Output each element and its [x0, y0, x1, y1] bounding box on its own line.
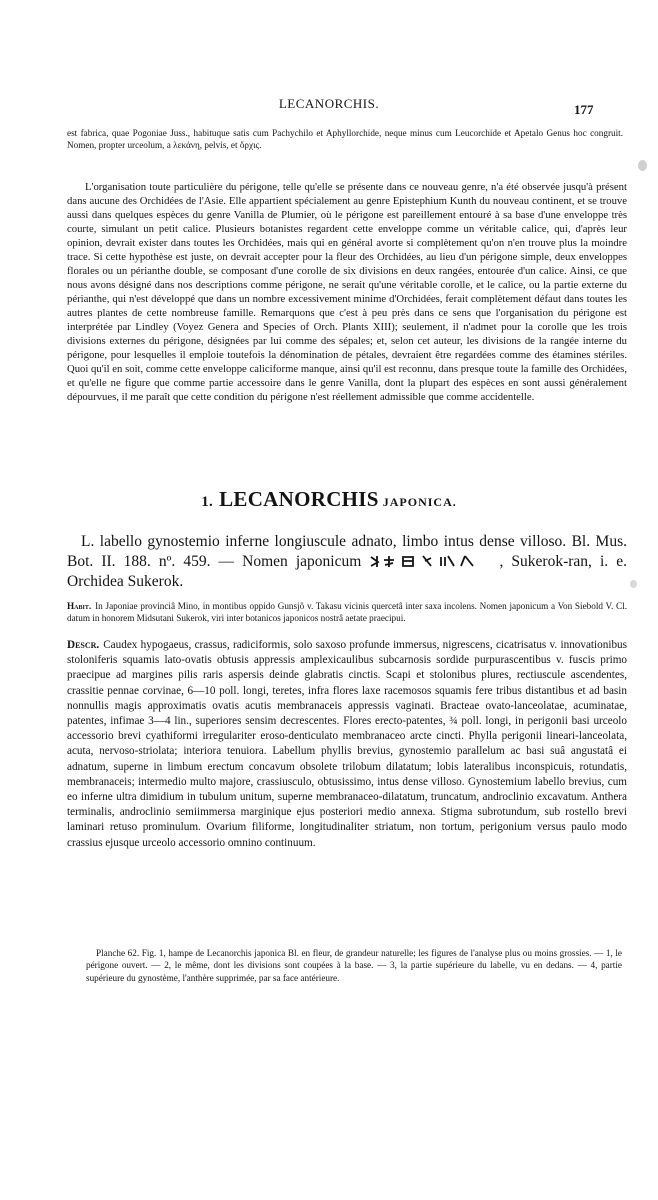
diagnosis-text: L. labello gynostemio inferne longiuscule adnato, limbo intus dense villoso. Bl. Mus. Bot. II. 188. nº. 459. — Nomen japonicum — [67, 533, 627, 570]
habitat-text: In Japoniae provinciâ Mino, in montibus oppido Gunsjô v. Takasu vicinis quercetâ inter saxa incolens. Nomen japonicum a Von Siebold V. Cl. datum in honorem Midsutani Sukerok, viri inter botanicos japonicos nostrâ aetate praecipui. — [67, 601, 627, 623]
species-genus: LECANORCHIS — [219, 487, 379, 511]
description-label: Descr. — [67, 639, 100, 651]
description-paragraph — [67, 638, 627, 851]
page-number: 177 — [574, 102, 594, 117]
species-number: 1. — [201, 494, 214, 510]
perigone-paragraph: L'organisation toute particulière du périgone, telle qu'elle se présente dans ce nouveau genre, n'a été observée jusqu'à présent dans aucune des Orchidées de l'Asie. Elle appartient spécialement au genre Epistephium Kunth du nouveau continent, et se trouve aussi dans quelques espèces du genre Vanilla de Plumier, où le périgone est pareillement entouré à sa base d'une enveloppe très courte, simulant un petit calice. Plusieurs botanistes regardent cette enveloppe comme un véritable calice, qui, d'après leur opinion, devrait exister dans toutes les Orchidées, mais qui en général avorte si complètement qu'on n'en trouve plus la moindre trace. Si cette hypothèse est juste, on devrait accepter pour la fleur des Orchidées, au lieu d'un périgone simple, deux enveloppes florales ou un périanthe double, se composant d'une corolle de six divisions en deux rangées, entourée d'un calice. Ainsi, ce que nous avons désigné dans nos descriptions comme périgone, ne serait qu'une véritable corolle, et le calice, ou la partie externe du périanthe, qui n'est développé que dans un nombre excessivement minime d'Orchidées, ferait complètement défaut dans toutes les autres plantes de cette nombreuse famille. Remarquons que c'est à peu près dans ce sens que l'organisation du périgone est interprétée par Lindley (Voyez Genera and Species of Orch. Plants XIII); seulement, il n'admet pour la corolle que les trois divisions externes du périgone, désignées par lui comme des sépales; et, selon cet auteur, les divisions de la rangée interne du périgone, pour lesquelles il emploie toutefois la dénomination de pétales, devraient être regardées comme des étamines stériles. Quoi qu'il en soit, comme cette enveloppe caliciforme manque, ainsi qu'il est reconnu, dans presque toute la famille des Orchidées, et qu'elle ne figure que comme partie accessoire dans le genre Vanilla, dont la plupart des espèces en sont aussi généralement dépourvues, il me paraît que cette condition du périgone n'est réellement admissible que comme accidentelle. — [67, 181, 627, 403]
running-head: LECANORCHIS. — [278, 96, 380, 111]
species-epithet: JAPONICA. — [382, 495, 457, 509]
scan-speck — [630, 580, 637, 588]
plate-caption: Planche 62. Fig. 1, hampe de Lecanorchis japonica Bl. en fleur, de grandeur naturelle; les figures de l'analyse plus ou moins grossies. — 1, le périgone ouvert. — 2, le même, dont les divisions sont coupées à la base. — 3, la partie supérieure du labelle, vu en dedans. — 4, partie supérieure du gynostème, l'anthère supprimée, par sa face antérieure. — [86, 948, 622, 983]
species-heading — [0, 487, 658, 512]
scan-speck — [638, 160, 647, 171]
description-text: Caudex hypogaeus, crassus, radiciformis, solo saxoso profunde immersus, nigrescens, cicatrisatus v. innovationibus stoloniferis squamis lato-ovatis obtusis appressis amplexicaulibus subcarnosis sordide purpurascentibus v. fuscis primo praecipue ad margines pilis raris aspersis deinde glabratis cinctis. Scapi et stolonibus plures, rectiuscule ascendentes, crassitie pennae corvinae, 6—10 poll. longi, teretes, infra flores laxe racemosos squamis fere tribus distantibus et ad basin nonnullis magis approximatis ovatis acutis membranaceis appressis vaginati. Bracteae ovato-lanceolatae, acuminatae, patentes, infimae 3—4 lin., superiores sensim decrescentes. Flores erecto-patentes, ¾ poll. longi, in perigonii basi urceolo accessorio brevi cyathiformi irregulariter eroso-denticulato membranaceo arcte cincti. Phylla perigonii lineari-lanceolata, acuta, nervoso-striolata; interiora tenuiora. Labellum phyllis brevius, gynostemio parallelum ac basi suâ angustatâ ei adnatum, superne in limbum erectum concavum obsolete trilobum dilatatum; lobis lateralibus inconspicuis, rotundatis, membranaceis; intermedio multo majore, crassiusculo, obtusissimo, intus dense villoso. Gynostemium labello brevius, cum eo inferne ultra dimidium in tubulum unitum, superne membranaceo-dilatatum, truncatum, androclinio excavatum. Anthera terminalis, androclinio semiimmersa marginique ejus posteriori medio annexa. Stigma subrotundum, sub rostello brevi laminari retuso prominulum. Ovarium filiforme, longitudinaliter striatum, non tortum, perigonium versus paulo modo crassius ejusque urceolo accessorio omnino continuum. — [67, 639, 627, 849]
species-diagnosis — [67, 532, 627, 592]
genus-note-fragment: est fabrica, quae Pogoniae Juss., habituque satis cum Pachychilo et Aphyllorchide, neque minus cum Leucorchide et Apetalo Genus hoc congruit. Nomen, propter urceolum, a λεκάνη, pelvis, et ὄρχις. — [67, 128, 623, 150]
katakana-script-icon — [369, 554, 491, 568]
diagnosis-text-cont: , Sukerok-ran, i. e. Orchidea Sukerok. — [67, 553, 628, 590]
habitat-label: Habit. — [67, 601, 92, 611]
habitat-paragraph — [67, 600, 627, 624]
